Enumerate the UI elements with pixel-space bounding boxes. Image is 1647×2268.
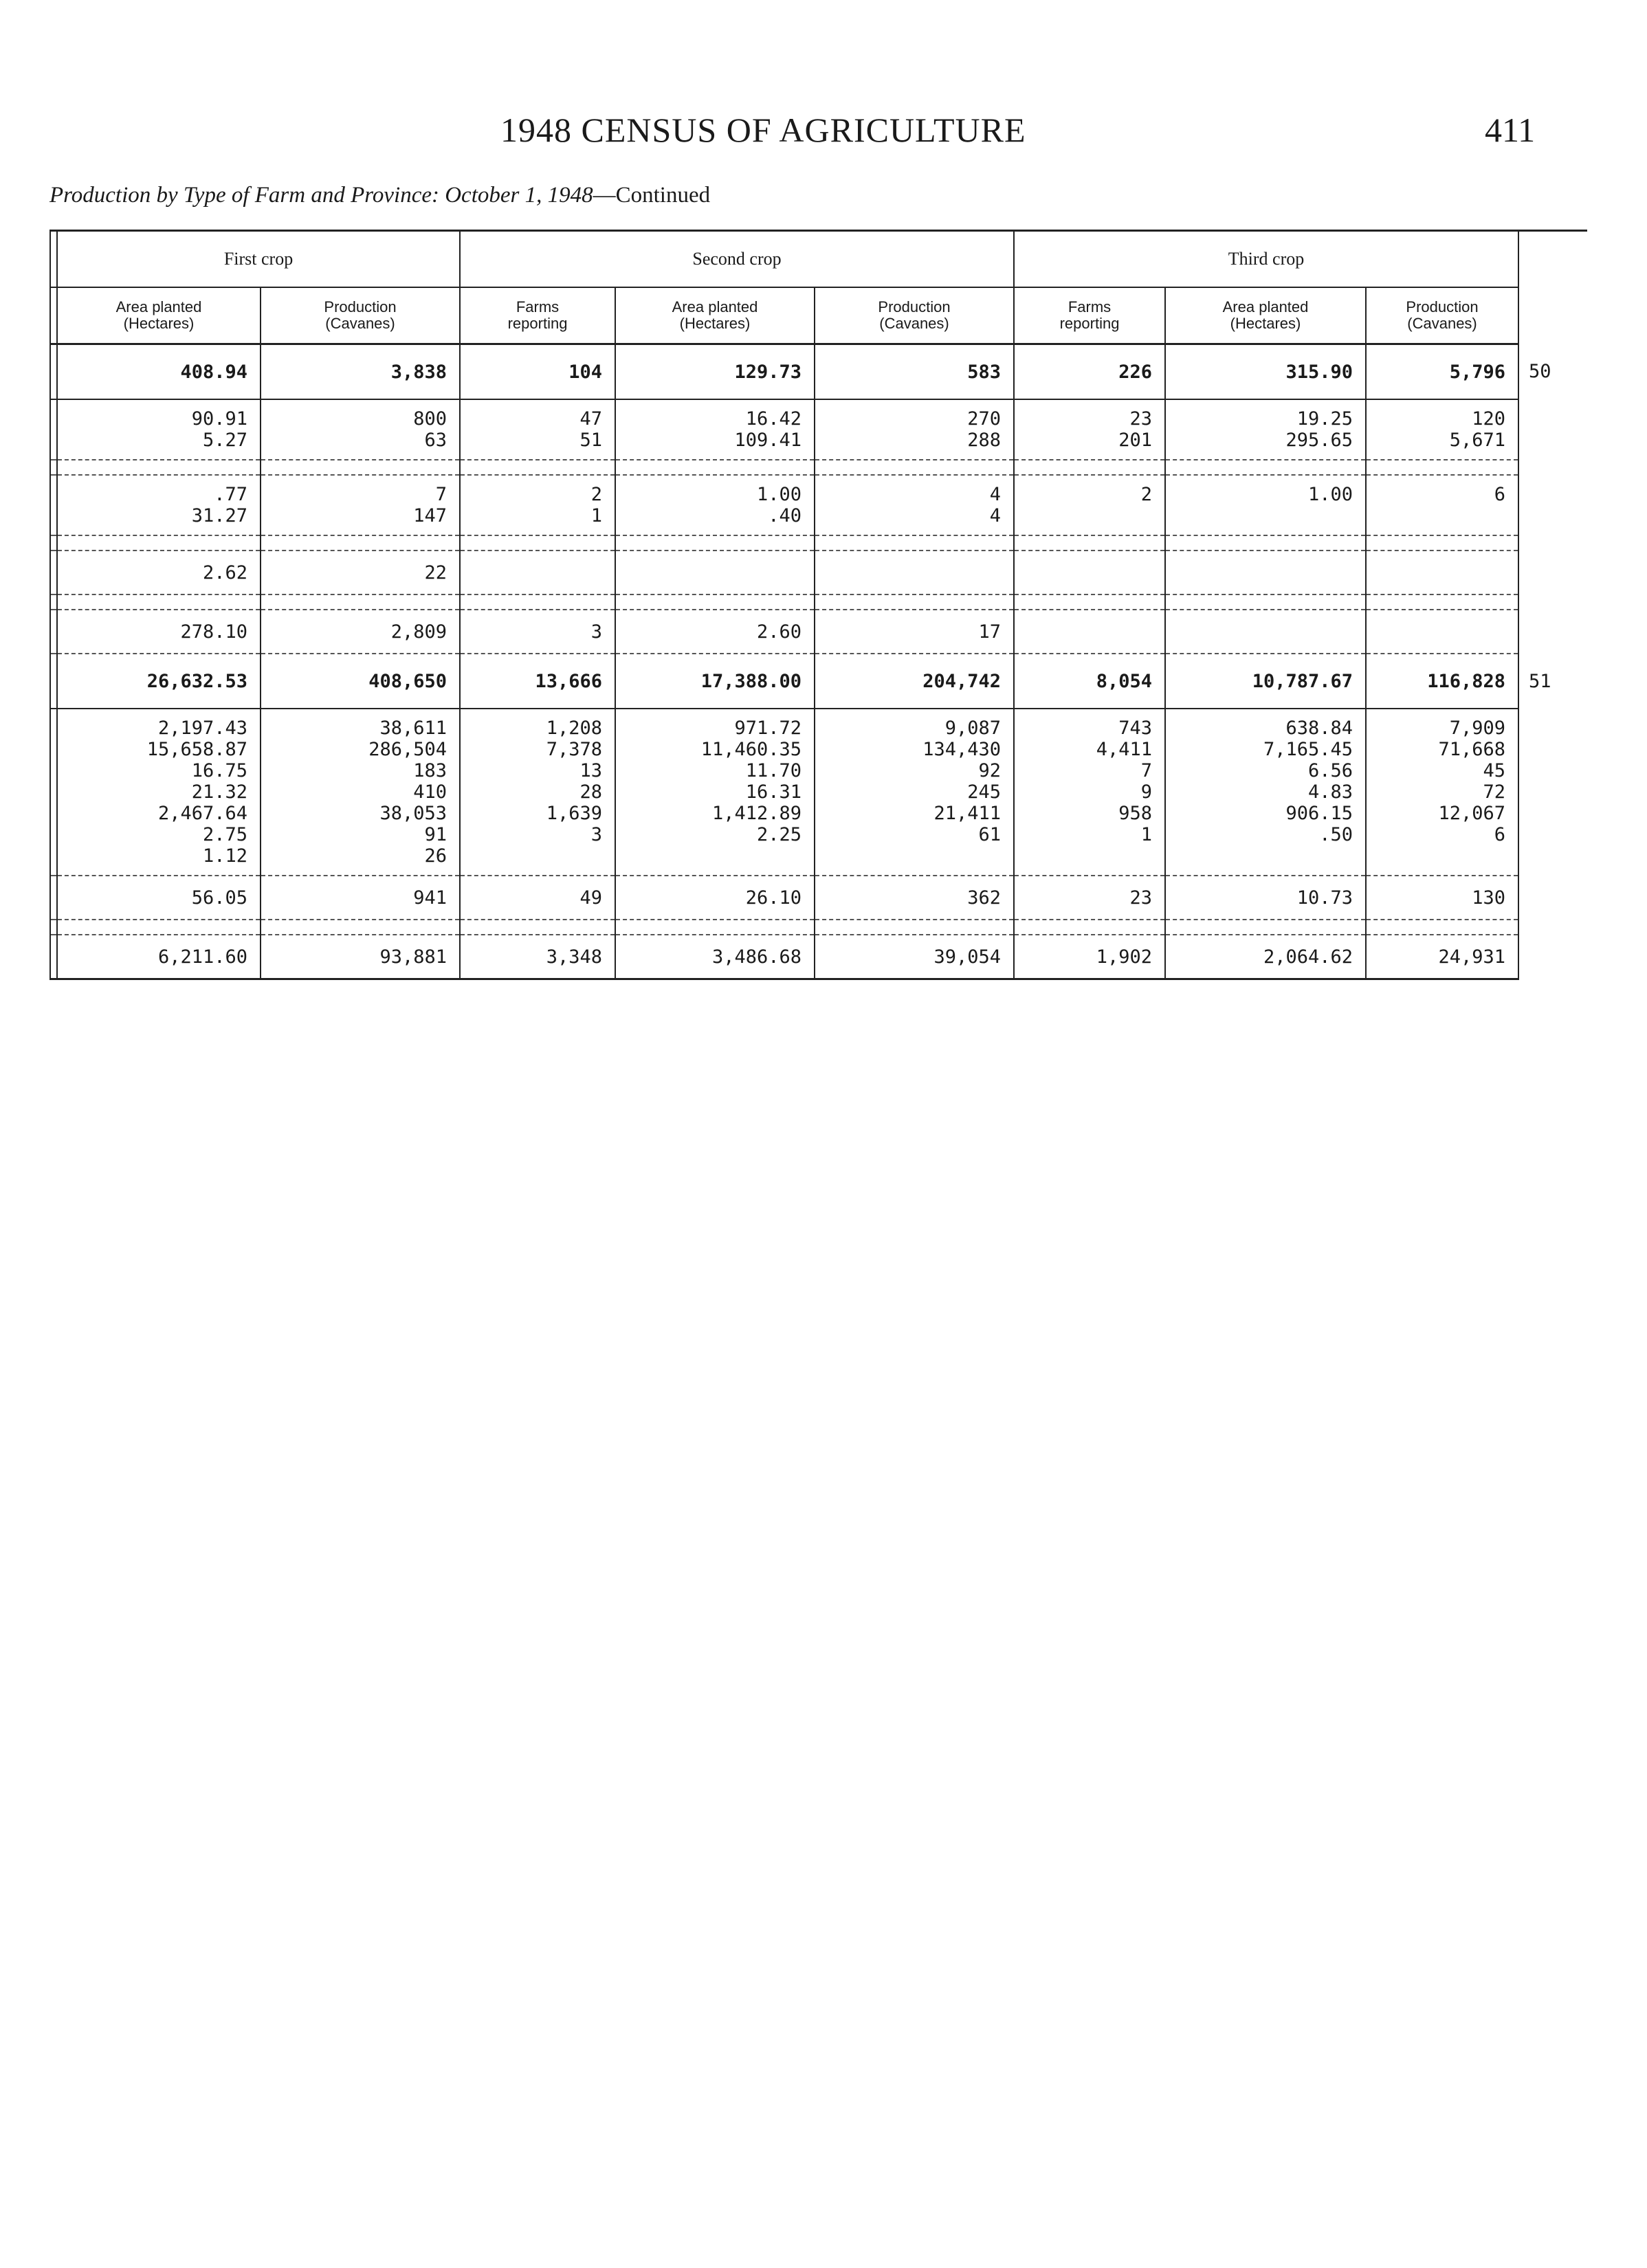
table-cell (261, 594, 460, 610)
gutter-header (1518, 231, 1587, 288)
group-header-second-crop: Second crop (460, 231, 1014, 288)
page-title: 1948 CENSUS OF AGRICULTURE (500, 111, 1026, 149)
table-cell (57, 460, 261, 475)
column-header-unit: (Cavanes) (325, 315, 395, 332)
production-table (49, 230, 1587, 980)
lead-column-header (50, 287, 57, 344)
table-cell: 8,054 (1014, 654, 1165, 709)
table-cell (615, 920, 815, 935)
lead-header (50, 231, 57, 288)
column-header (1165, 287, 1366, 344)
column-header (1366, 287, 1518, 344)
table-cell (615, 535, 815, 551)
column-header-unit: (Cavanes) (1407, 315, 1477, 332)
column-header-unit: (Hectares) (1230, 315, 1301, 332)
table-cell: 130 (1366, 876, 1518, 920)
table-cell (1366, 535, 1518, 551)
column-header-label: Production (878, 298, 951, 315)
table-row (50, 610, 1587, 654)
table-cell: 6 (1366, 475, 1518, 535)
column-header-label: Area planted (1222, 298, 1309, 315)
row-lead-cell (50, 475, 57, 535)
table-row (50, 475, 1587, 535)
table-cell: 5,796 (1366, 344, 1518, 400)
table-row (50, 399, 1587, 460)
table-cell: 22 (261, 551, 460, 594)
table-cell (1366, 594, 1518, 610)
table-cell (1165, 920, 1366, 935)
subtitle-text: Production by Type of Farm and Province: October 1, 1948 (49, 183, 593, 208)
table-row (50, 551, 1587, 594)
row-line-number (1518, 610, 1587, 654)
table-cell: 7,909 71,668 45 72 12,067 6 (1366, 709, 1518, 876)
table-row (50, 594, 1587, 610)
table-cell (57, 920, 261, 935)
table-cell: 2.60 (615, 610, 815, 654)
table-cell: 315.90 (1165, 344, 1366, 400)
row-lead-cell (50, 594, 57, 610)
table-cell: 90.91 5.27 (57, 399, 261, 460)
row-line-number (1518, 709, 1587, 876)
row-lead-cell (50, 460, 57, 475)
table-cell: 2 (1014, 475, 1165, 535)
table-cell: 120 5,671 (1366, 399, 1518, 460)
row-lead-cell (50, 399, 57, 460)
table-cell (460, 460, 615, 475)
table-cell (261, 920, 460, 935)
table-cell: 47 51 (460, 399, 615, 460)
row-lead-cell (50, 654, 57, 709)
column-header-label: Area planted (115, 298, 202, 315)
subtitle-continued: —Continued (593, 183, 711, 208)
row-line-number (1518, 399, 1587, 460)
table-row (50, 654, 1587, 709)
table-cell: 4 4 (815, 475, 1014, 535)
table-cell (57, 535, 261, 551)
row-lead-cell (50, 709, 57, 876)
row-line-number (1518, 475, 1587, 535)
table-cell (460, 594, 615, 610)
column-header (1014, 287, 1165, 344)
table-cell: 104 (460, 344, 615, 400)
table-cell: 1.00 .40 (615, 475, 815, 535)
table-cell: 3,348 (460, 935, 615, 979)
table-cell: 17,388.00 (615, 654, 815, 709)
table-cell (815, 535, 1014, 551)
column-header (261, 287, 460, 344)
column-header-label: Production (1406, 298, 1479, 315)
table-cell (1366, 610, 1518, 654)
table-row (50, 460, 1587, 475)
column-header (57, 287, 261, 344)
row-line-number (1518, 935, 1587, 979)
table-cell: 16.42 109.41 (615, 399, 815, 460)
row-lead-cell (50, 935, 57, 979)
table-cell: 638.84 7,165.45 6.56 4.83 906.15 .50 (1165, 709, 1366, 876)
table-cell: 17 (815, 610, 1014, 654)
column-header (815, 287, 1014, 344)
table-cell: 13,666 (460, 654, 615, 709)
table-cell (1014, 551, 1165, 594)
column-header-label: Farms (516, 298, 560, 315)
gutter-column-header (1518, 287, 1587, 344)
table-cell (1165, 535, 1366, 551)
column-header-label: Production (324, 298, 397, 315)
table-cell (460, 535, 615, 551)
row-line-number (1518, 876, 1587, 920)
table-cell: 2,809 (261, 610, 460, 654)
table-cell: 204,742 (815, 654, 1014, 709)
table-cell: 129.73 (615, 344, 815, 400)
table-cell (1014, 610, 1165, 654)
table-cell: 10,787.67 (1165, 654, 1366, 709)
table-cell (1014, 594, 1165, 610)
table-cell: 38,611 286,504 183 410 38,053 91 26 (261, 709, 460, 876)
table-cell: 270 288 (815, 399, 1014, 460)
table-cell (815, 460, 1014, 475)
table-cell: 941 (261, 876, 460, 920)
table-cell (815, 594, 1014, 610)
row-lead-cell (50, 920, 57, 935)
row-line-number: 51 (1518, 654, 1587, 709)
table-cell: 1.00 (1165, 475, 1366, 535)
table-cell: 2,064.62 (1165, 935, 1366, 979)
table-cell: 800 63 (261, 399, 460, 460)
table-cell: 2,197.43 15,658.87 16.75 21.32 2,467.64 2.75 1.12 (57, 709, 261, 876)
table-cell (57, 594, 261, 610)
column-header-unit: reporting (1059, 315, 1120, 332)
table-cell: 23 (1014, 876, 1165, 920)
table-cell: 2.62 (57, 551, 261, 594)
table-cell (1014, 920, 1165, 935)
table-cell: 93,881 (261, 935, 460, 979)
row-line-number (1518, 460, 1587, 475)
table-cell (1165, 610, 1366, 654)
page-number: 411 (1485, 111, 1536, 149)
table-cell: 56.05 (57, 876, 261, 920)
table-cell: 19.25 295.65 (1165, 399, 1366, 460)
group-header-first-crop: First crop (57, 231, 460, 288)
table-cell: 278.10 (57, 610, 261, 654)
table-cell: 23 201 (1014, 399, 1165, 460)
table-cell: 583 (815, 344, 1014, 400)
table-cell: 971.72 11,460.35 11.70 16.31 1,412.89 2.25 (615, 709, 815, 876)
table-row (50, 535, 1587, 551)
table-row (50, 920, 1587, 935)
table-cell (1366, 920, 1518, 935)
table-row (50, 709, 1587, 876)
column-header-unit: (Hectares) (123, 315, 195, 332)
table-cell: 362 (815, 876, 1014, 920)
column-header-unit: (Cavanes) (879, 315, 949, 332)
table-cell: 26.10 (615, 876, 815, 920)
table-row (50, 344, 1587, 400)
table-cell (1014, 535, 1165, 551)
table-cell (1165, 551, 1366, 594)
column-header-label: Farms (1068, 298, 1112, 315)
table-cell: 3,486.68 (615, 935, 815, 979)
table-cell: 10.73 (1165, 876, 1366, 920)
table-cell: 2 1 (460, 475, 615, 535)
table-cell (1366, 551, 1518, 594)
table-cell (460, 920, 615, 935)
table-cell: 7 147 (261, 475, 460, 535)
table-cell: 408,650 (261, 654, 460, 709)
table-cell (261, 460, 460, 475)
row-lead-cell (50, 535, 57, 551)
row-line-number (1518, 535, 1587, 551)
table-cell (460, 551, 615, 594)
table-cell: 26,632.53 (57, 654, 261, 709)
table-cell: 24,931 (1366, 935, 1518, 979)
table-cell: 49 (460, 876, 615, 920)
table-cell: 116,828 (1366, 654, 1518, 709)
table-cell (1366, 460, 1518, 475)
column-header-row (50, 287, 1587, 344)
table-cell: 408.94 (57, 344, 261, 400)
column-header (460, 287, 615, 344)
column-header (615, 287, 815, 344)
row-lead-cell (50, 610, 57, 654)
table-body (50, 344, 1587, 979)
table-cell: 3 (460, 610, 615, 654)
table-cell: 743 4,411 7 9 958 1 (1014, 709, 1165, 876)
column-header-label: Area planted (672, 298, 758, 315)
table-cell (615, 460, 815, 475)
table-cell (615, 594, 815, 610)
table-cell (815, 551, 1014, 594)
row-line-number (1518, 920, 1587, 935)
column-header-unit: reporting (507, 315, 568, 332)
table-cell: 9,087 134,430 92 245 21,411 61 (815, 709, 1014, 876)
row-lead-cell (50, 876, 57, 920)
table-row (50, 935, 1587, 979)
group-header-third-crop: Third crop (1014, 231, 1518, 288)
row-line-number: 50 (1518, 344, 1587, 400)
table-cell: 3,838 (261, 344, 460, 400)
table-cell (815, 920, 1014, 935)
table-cell: .77 31.27 (57, 475, 261, 535)
table-cell (1165, 594, 1366, 610)
row-lead-cell (50, 551, 57, 594)
table-cell: 1,208 7,378 13 28 1,639 3 (460, 709, 615, 876)
table-cell (615, 551, 815, 594)
row-line-number (1518, 594, 1587, 610)
table-cell: 39,054 (815, 935, 1014, 979)
table-cell (1014, 460, 1165, 475)
table-cell (261, 535, 460, 551)
table-cell (1165, 460, 1366, 475)
table-row (50, 876, 1587, 920)
row-lead-cell (50, 344, 57, 400)
column-header-unit: (Hectares) (679, 315, 751, 332)
row-line-number (1518, 551, 1587, 594)
table-subtitle (49, 183, 710, 208)
table-cell: 1,902 (1014, 935, 1165, 979)
table-cell: 6,211.60 (57, 935, 261, 979)
table-cell: 226 (1014, 344, 1165, 400)
